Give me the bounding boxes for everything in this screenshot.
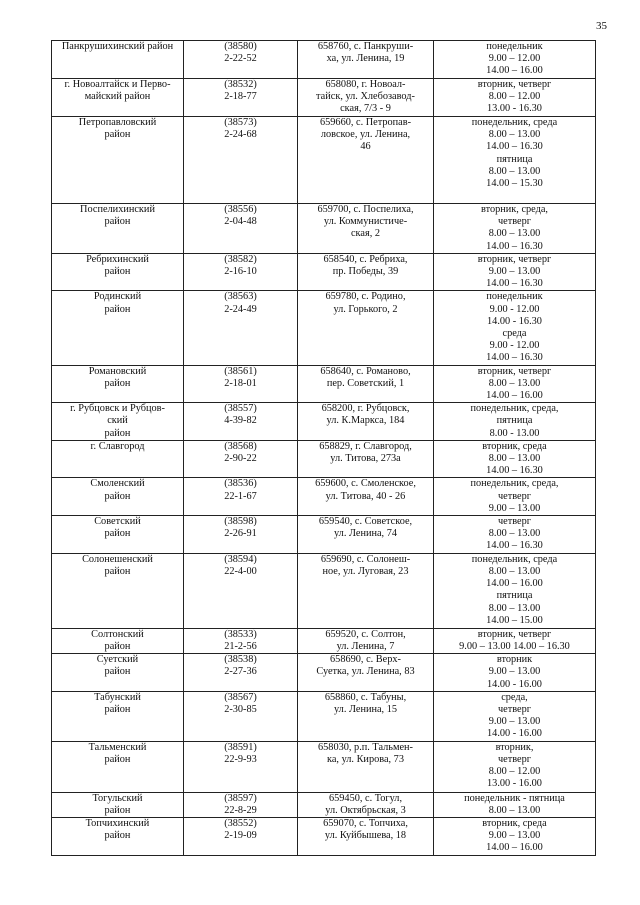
- table-row: [52, 41, 596, 79]
- hours-cell: среда, четверг 9.00 – 13.00 14.00 - 16.00: [434, 691, 596, 741]
- phone-cell: (38591) 22-9-93: [184, 741, 298, 792]
- district-cell: Топчихинский район: [52, 817, 184, 855]
- table-row: [52, 79, 596, 117]
- district-cell: Смоленский район: [52, 478, 184, 516]
- hours-cell: понедельник 9.00 – 12.00 14.00 – 16.00: [434, 41, 596, 79]
- address-cell: 659520, с. Солтон, ул. Ленина, 7: [298, 628, 434, 653]
- hours-cell: понедельник, среда, пятница 8.00 - 13.00: [434, 403, 596, 441]
- district-cell: Суетский район: [52, 654, 184, 692]
- phone-cell: (38597) 22-8-29: [184, 792, 298, 817]
- phone-cell: (38552) 2-19-09: [184, 817, 298, 855]
- address-cell: 658080, г. Новоал- тайск, ул. Хлебозавод- ская, 7/3 - 9: [298, 79, 434, 117]
- hours-cell: вторник, четверг 8.00 – 12.00 13.00 - 16.00: [434, 741, 596, 792]
- hours-cell: понедельник, среда, четверг 9.00 – 13.00: [434, 478, 596, 516]
- table-row: [52, 628, 596, 653]
- district-cell: г. Новоалтайск и Перво- майский район: [52, 79, 184, 117]
- district-cell: Поспелихинский район: [52, 204, 184, 254]
- address-cell: 659540, с. Советское, ул. Ленина, 74: [298, 516, 434, 554]
- district-cell: Родинский район: [52, 291, 184, 365]
- hours-cell: четверг 8.00 – 13.00 14.00 – 16.30: [434, 516, 596, 554]
- phone-cell: (38582) 2-16-10: [184, 253, 298, 291]
- table-row: [52, 654, 596, 692]
- phone-cell: (38568) 2-90-22: [184, 440, 298, 478]
- table-row: [52, 204, 596, 254]
- page-number: 35: [596, 20, 607, 32]
- district-cell: Панкрушихинский район: [52, 41, 184, 79]
- phone-cell: (38538) 2-27-36: [184, 654, 298, 692]
- hours-cell: вторник, четверг 9.00 – 13.00 14.00 – 16.30: [434, 628, 596, 653]
- address-cell: 658030, р.п. Тальмен- ка, ул. Кирова, 73: [298, 741, 434, 792]
- table-row: [52, 792, 596, 817]
- address-cell: 658860, с. Табуны, ул. Ленина, 15: [298, 691, 434, 741]
- district-cell: Табунский район: [52, 691, 184, 741]
- district-cell: Романовский район: [52, 365, 184, 403]
- hours-cell: вторник, четверг 8.00 – 13.00 14.00 – 16.00: [434, 365, 596, 403]
- hours-cell: понедельник - пятница 8.00 – 13.00: [434, 792, 596, 817]
- hours-cell: вторник, среда 9.00 – 13.00 14.00 – 16.00: [434, 817, 596, 855]
- address-cell: 658640, с. Романово, пер. Советский, 1: [298, 365, 434, 403]
- table-row: [52, 365, 596, 403]
- address-cell: 658540, с. Ребриха, пр. Победы, 39: [298, 253, 434, 291]
- phone-cell: (38580) 2-22-52: [184, 41, 298, 79]
- table-row: [52, 741, 596, 792]
- phone-cell: (38533) 21-2-56: [184, 628, 298, 653]
- phone-cell: (38563) 2-24-49: [184, 291, 298, 365]
- table-row: [52, 817, 596, 855]
- schedule-table: [51, 40, 596, 856]
- address-cell: 659660, с. Петропав- ловское, ул. Ленина, 46: [298, 117, 434, 204]
- address-cell: 658200, г. Рубцовск, ул. К.Маркса, 184: [298, 403, 434, 441]
- phone-cell: (38561) 2-18-01: [184, 365, 298, 403]
- address-cell: 658760, с. Панкруши- ха, ул. Ленина, 19: [298, 41, 434, 79]
- hours-cell: вторник 9.00 – 13.00 14.00 - 16.00: [434, 654, 596, 692]
- table-row: [52, 253, 596, 291]
- hours-cell: понедельник, среда 8.00 – 13.00 14.00 – 16.30 пятница 8.00 – 13.00 14.00 – 15.30: [434, 117, 596, 204]
- phone-cell: (38567) 2-30-85: [184, 691, 298, 741]
- table-row: [52, 691, 596, 741]
- hours-cell: вторник, среда, четверг 8.00 – 13.00 14.00 – 16.30: [434, 204, 596, 254]
- district-cell: г. Рубцовск и Рубцов- ский район: [52, 403, 184, 441]
- hours-cell: понедельник, среда 8.00 – 13.00 14.00 – 16.00 пятница 8.00 – 13.00 14.00 – 15.00: [434, 553, 596, 628]
- address-cell: 659070, с. Топчиха, ул. Куйбышева, 18: [298, 817, 434, 855]
- hours-cell: вторник, среда 8.00 – 13.00 14.00 – 16.30: [434, 440, 596, 478]
- phone-cell: (38594) 22-4-00: [184, 553, 298, 628]
- table-row: [52, 403, 596, 441]
- address-cell: 659780, с. Родино, ул. Горького, 2: [298, 291, 434, 365]
- table-row: [52, 440, 596, 478]
- hours-cell: понедельник 9.00 - 12.00 14.00 - 16.30 среда 9.00 - 12.00 14.00 – 16.30: [434, 291, 596, 365]
- district-cell: Солтонский район: [52, 628, 184, 653]
- phone-cell: (38598) 2-26-91: [184, 516, 298, 554]
- table-row: [52, 553, 596, 628]
- phone-cell: (38557) 4-39-82: [184, 403, 298, 441]
- district-cell: Тальменский район: [52, 741, 184, 792]
- district-cell: Советский район: [52, 516, 184, 554]
- address-cell: 659450, с. Тогул, ул. Октябрьская, 3: [298, 792, 434, 817]
- table-row: [52, 478, 596, 516]
- address-cell: 658829, г. Славгород, ул. Титова, 273а: [298, 440, 434, 478]
- address-cell: 658690, с. Верх- Суетка, ул. Ленина, 83: [298, 654, 434, 692]
- address-cell: 659690, с. Солонеш- ное, ул. Луговая, 23: [298, 553, 434, 628]
- district-cell: Ребрихинский район: [52, 253, 184, 291]
- district-cell: Тогульский район: [52, 792, 184, 817]
- hours-cell: вторник, четверг 8.00 – 12.00 13.00 - 16.30: [434, 79, 596, 117]
- table-row: [52, 516, 596, 554]
- district-cell: Солонешенский район: [52, 553, 184, 628]
- address-cell: 659600, с. Смоленское, ул. Титова, 40 - 26: [298, 478, 434, 516]
- phone-cell: (38532) 2-18-77: [184, 79, 298, 117]
- hours-cell: вторник, четверг 9.00 – 13.00 14.00 – 16.30: [434, 253, 596, 291]
- address-cell: 659700, с. Поспелиха, ул. Коммунистиче- ская, 2: [298, 204, 434, 254]
- table-row: [52, 291, 596, 365]
- phone-cell: (38573) 2-24-68: [184, 117, 298, 204]
- phone-cell: (38536) 22-1-67: [184, 478, 298, 516]
- table-row: [52, 117, 596, 204]
- district-cell: г. Славгород: [52, 440, 184, 478]
- phone-cell: (38556) 2-04-48: [184, 204, 298, 254]
- district-cell: Петропавловский район: [52, 117, 184, 204]
